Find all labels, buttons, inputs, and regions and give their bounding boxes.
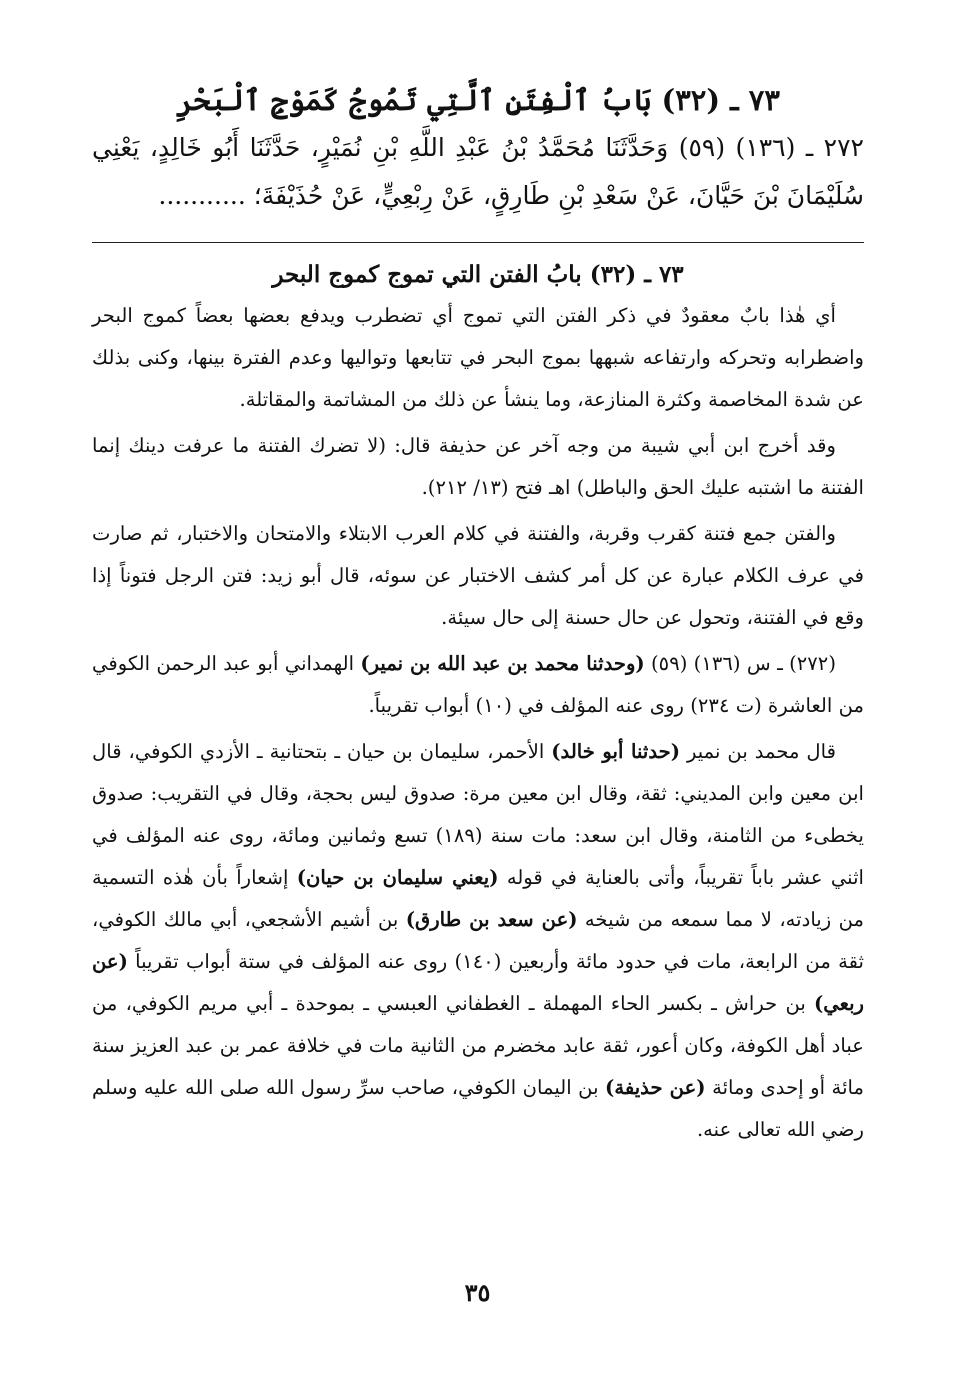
- commentary-paragraph-1: أي هٰذا بابٌ معقودٌ في ذكر الفتن التي تموج أي تضطرب ويدفع بعضها بعضاً كموج البحر واضطرابه وتحركه وارتفاعه شبهها بموج البحر في تتابعها وتواليها وعدم الفترة بينها، وكنى بذلك عن شدة المخاصمة وكثرة المنازعة، وما ينشأ عن ذلك من المشاتمة والمقاتلة.: [92, 304, 864, 411]
- book-page: [92, 78, 864, 1155]
- quoted-isnad: (حدثنا أبو خالد): [551, 740, 680, 763]
- separator-rule: [92, 242, 864, 243]
- hadith-text: [92, 124, 864, 220]
- text-segment: بن أشيم الأشجعي، أبي مالك الكوفي، ثقة من الرابعة، مات في حدود مائة وأربعين (١٤٠) روى عنه المؤلف في ستة أبواب تقريباً: [92, 908, 864, 973]
- quoted-isnad: (عن حذيفة): [605, 1076, 706, 1099]
- text-segment: بن حراش ـ بكسر الحاء المهملة ـ الغطفاني العبسي ـ بموحدة ـ أبي مريم الكوفي، من عباد أهل الكوفة، وكان أعور، ثقة عابد مخضرم من الثانية مات في خلافة عمر بن عبد العزيز سنة مائة أو إحدى ومائة: [92, 992, 864, 1099]
- quoted-isnad: (وحدثنا محمد بن عبد الله بن نمير): [360, 652, 645, 675]
- text-segment: بن اليمان الكوفي، صاحب سرِّ رسول الله صلى الله عليه وسلم رضي الله تعالى عنه.: [92, 1076, 864, 1141]
- commentary-paragraph-2: وقد أخرج ابن أبي شيبة من وجه آخر عن حذيفة قال: (لا تضرك الفتنة ما عرفت دينك إنما الفتنة ما اشتبه عليك الحق والباطل) اهـ فتح (١٣/ ٢١٢).: [92, 434, 864, 499]
- commentary-heading: ٧٣ ـ (٣٢) بابُ الفتن التي تموج كموج البحر: [272, 261, 684, 288]
- narrator-bio: الهمداني أبو عبد الرحمن الكوفي من العاشرة (ت ٢٣٤) روى عنه المؤلف في (١٠) أبواب تقريباً.: [92, 652, 864, 717]
- narrator-ref: (٢٧٢) ـ س (١٣٦) (٥٩): [644, 652, 836, 675]
- hadith-ellipsis: ...........: [158, 181, 246, 210]
- text-segment: إشعاراً بأن هٰذه التسمية من زيادته، لا مما سمعه من شيخه: [92, 866, 864, 931]
- quoted-isnad: (يعني سليمان بن حيان): [296, 866, 499, 889]
- chapter-heading: ٧٣ ـ (٣٢) بَابُ ٱلْفِتَنِ ٱلَّتِي تَمُوجُ كَمَوْجِ ٱلْبَحْرِ: [176, 83, 780, 117]
- quoted-isnad: (عن ربعي): [92, 950, 864, 1015]
- page-number: ٣٥: [464, 1278, 491, 1307]
- text-segment: الأحمر، سليمان بن حيان ـ بتحتانية ـ الأزدي الكوفي، قال ابن معين وابن المديني: ثقة، وقال ابن معين مرة: صدوق ليس بحجة، وقال في التقريب: صدوق يخطىء من الثامنة، وقال ابن سعد: مات سنة (١٨٩) تسع وثمانين ومائة، روى عنه المؤلف في اثني عشر باباً تقريباً، وأتى بالعناية في قوله: [92, 740, 864, 889]
- commentary-paragraph-5: [92, 731, 864, 1151]
- commentary-paragraph-4: [92, 643, 864, 727]
- text-segment: قال محمد بن نمير: [680, 740, 836, 763]
- hadith-body: ٢٧٢ ـ (١٣٦) (٥٩) وَحَدَّثَنَا مُحَمَّدُ بْنُ عَبْدِ اللَّهِ بْنِ نُمَيْرٍ، حَدَّثَنَا أَبُو خَالِدٍ، يَعْنِي سُلَيْمَانَ بْنَ حَيَّانَ، عَنْ سَعْدِ بْنِ طَارِقٍ، عَنْ رِبْعِيٍّ، عَنْ حُذَيْفَةَ؛: [92, 133, 864, 210]
- commentary-paragraph-3: والفتن جمع فتنة كقرب وقربة، والفتنة في كلام العرب الابتلاء والامتحان والاختبار، ثم صارت في عرف الكلام عبارة عن كل أمر كشف الاختبار عن سوئه، قال أبو زيد: فتن الرجل فتوناً إذا وقع في الفتنة، وتحول عن حال حسنة إلى حال سيئة.: [92, 522, 864, 629]
- quoted-isnad: (عن سعد بن طارق): [405, 908, 578, 931]
